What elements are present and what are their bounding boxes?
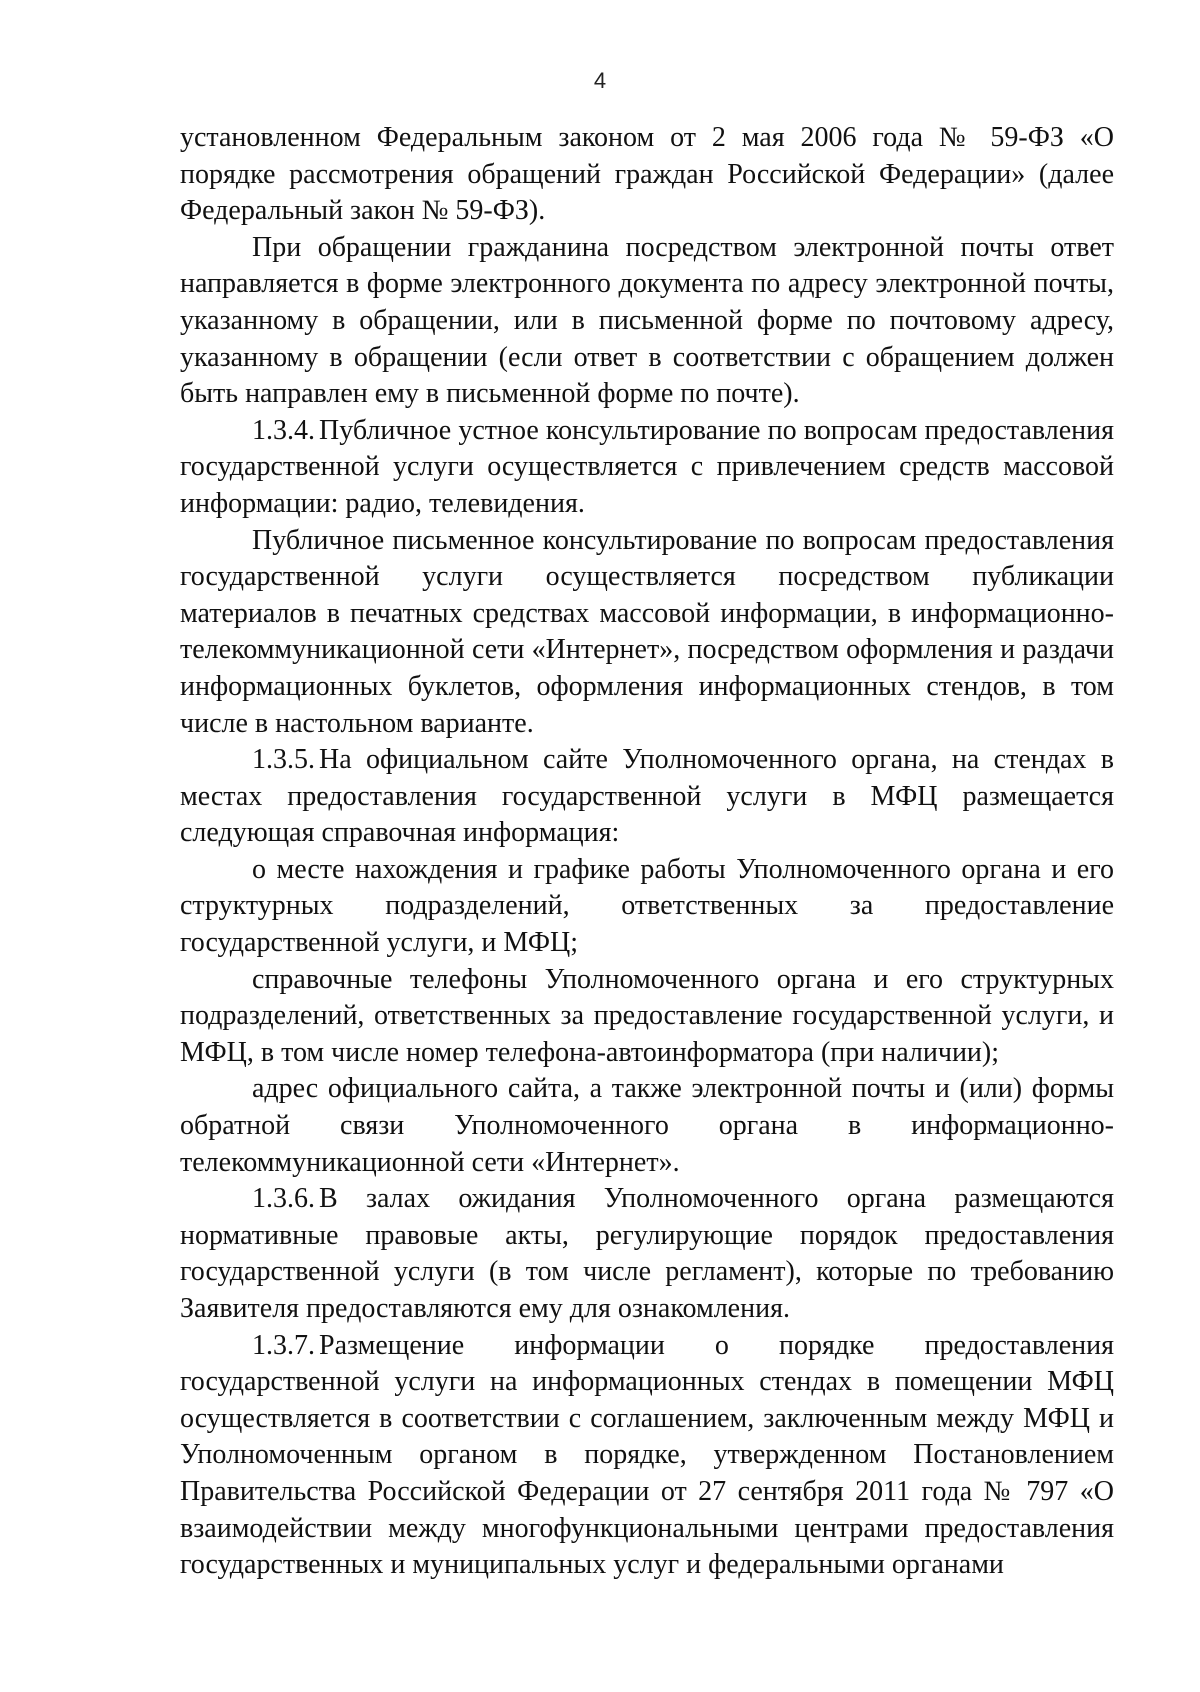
paragraph-1-text: установленном Федеральным законом от 2 мая 2006 года № 59-ФЗ «О порядке рассмотрения обращений граждан Российской Федерации» (далее Федеральный закон № 59-ФЗ). [180,122,1114,227]
paragraph-1-3-6 [180,1181,1114,1327]
paragraph-1-3-7 [180,1328,1114,1584]
section-number: 1.3.5. [252,744,315,776]
paragraph-1 [180,120,1114,230]
section-number: 1.3.6. [252,1183,315,1215]
paragraph-1-3-5 [180,742,1114,852]
paragraph-1-3-6-text: В залах ожидания Уполномоченного органа размещаются нормативные правовые акты, регулирующие порядок предоставления государственной услуги (в том числе регламент), которые по требованию Заявителя предоставляются ему для ознакомления. [180,1183,1114,1324]
paragraph-website [180,1071,1114,1181]
paragraph-phones-text: справочные телефоны Уполномоченного органа и его структурных подразделений, ответственных за предоставление государственной услуги, и МФЦ, в том числе номер телефона-автоинформатора (при наличии); [180,963,1114,1068]
paragraph-1-3-5-text: На официальном сайте Уполномоченного органа, на стендах в местах предоставления государственной услуги в МФЦ размещается следующая справочная информация: [180,744,1114,849]
document-body [180,120,1114,1584]
paragraph-2-text: При обращении гражданина посредством электронной почты ответ направляется в форме электронного документа по адресу электронной почты, указанному в обращении, или в письменной форме по почтовому адресу, указанному в обращении (если ответ в соответствии с обращением должен быть направлен ему в письменной форме по почте). [180,231,1114,410]
section-number: 1.3.7. [252,1329,315,1361]
paragraph-1-3-4 [180,413,1114,523]
paragraph-location-schedule [180,852,1114,962]
paragraph-public-written [180,523,1114,743]
paragraph-2 [180,230,1114,413]
paragraph-location-schedule-text: о месте нахождения и графике работы Уполномоченного органа и его структурных подразделений, ответственных за предоставление государственной услуги, и МФЦ; [180,853,1114,959]
page-number: 4 [593,68,607,93]
paragraph-1-3-4-text: Публичное устное консультирование по вопросам предоставления государственной услуги осуществляется с привлечением средств массовой информации: радио, телевидения. [180,414,1114,519]
paragraph-public-written-text: Публичное письменное консультирование по вопросам предоставления государственной услуги осуществляется посредством публикации материалов в печатных средствах массовой информации, в информационно-телекоммуникационной сети «Интернет», посредством оформления и раздачи информационных буклетов, оформления информационных стендов, в том числе в настольном варианте. [180,524,1114,739]
paragraph-phones [180,962,1114,1072]
paragraph-website-text: адрес официального сайта, а также электронной почты и (или) формы обратной связи Уполномоченного органа в информационно-телекоммуникационной сети «Интернет». [180,1073,1114,1178]
section-number: 1.3.4. [252,414,315,446]
paragraph-1-3-7-text: Размещение информации о порядке предоставления государственной услуги на информационных стендах в помещении МФЦ осуществляется в соответствии с соглашением, заключенным между МФЦ и Уполномоченным органом в порядке, утвержденном Постановлением Правительства Российской Федерации от 27 сентября 2011 года № 797 «О взаимодействии между многофункциональными центрами предоставления государственных и муниципальных услуг и федеральными органами [180,1329,1114,1581]
